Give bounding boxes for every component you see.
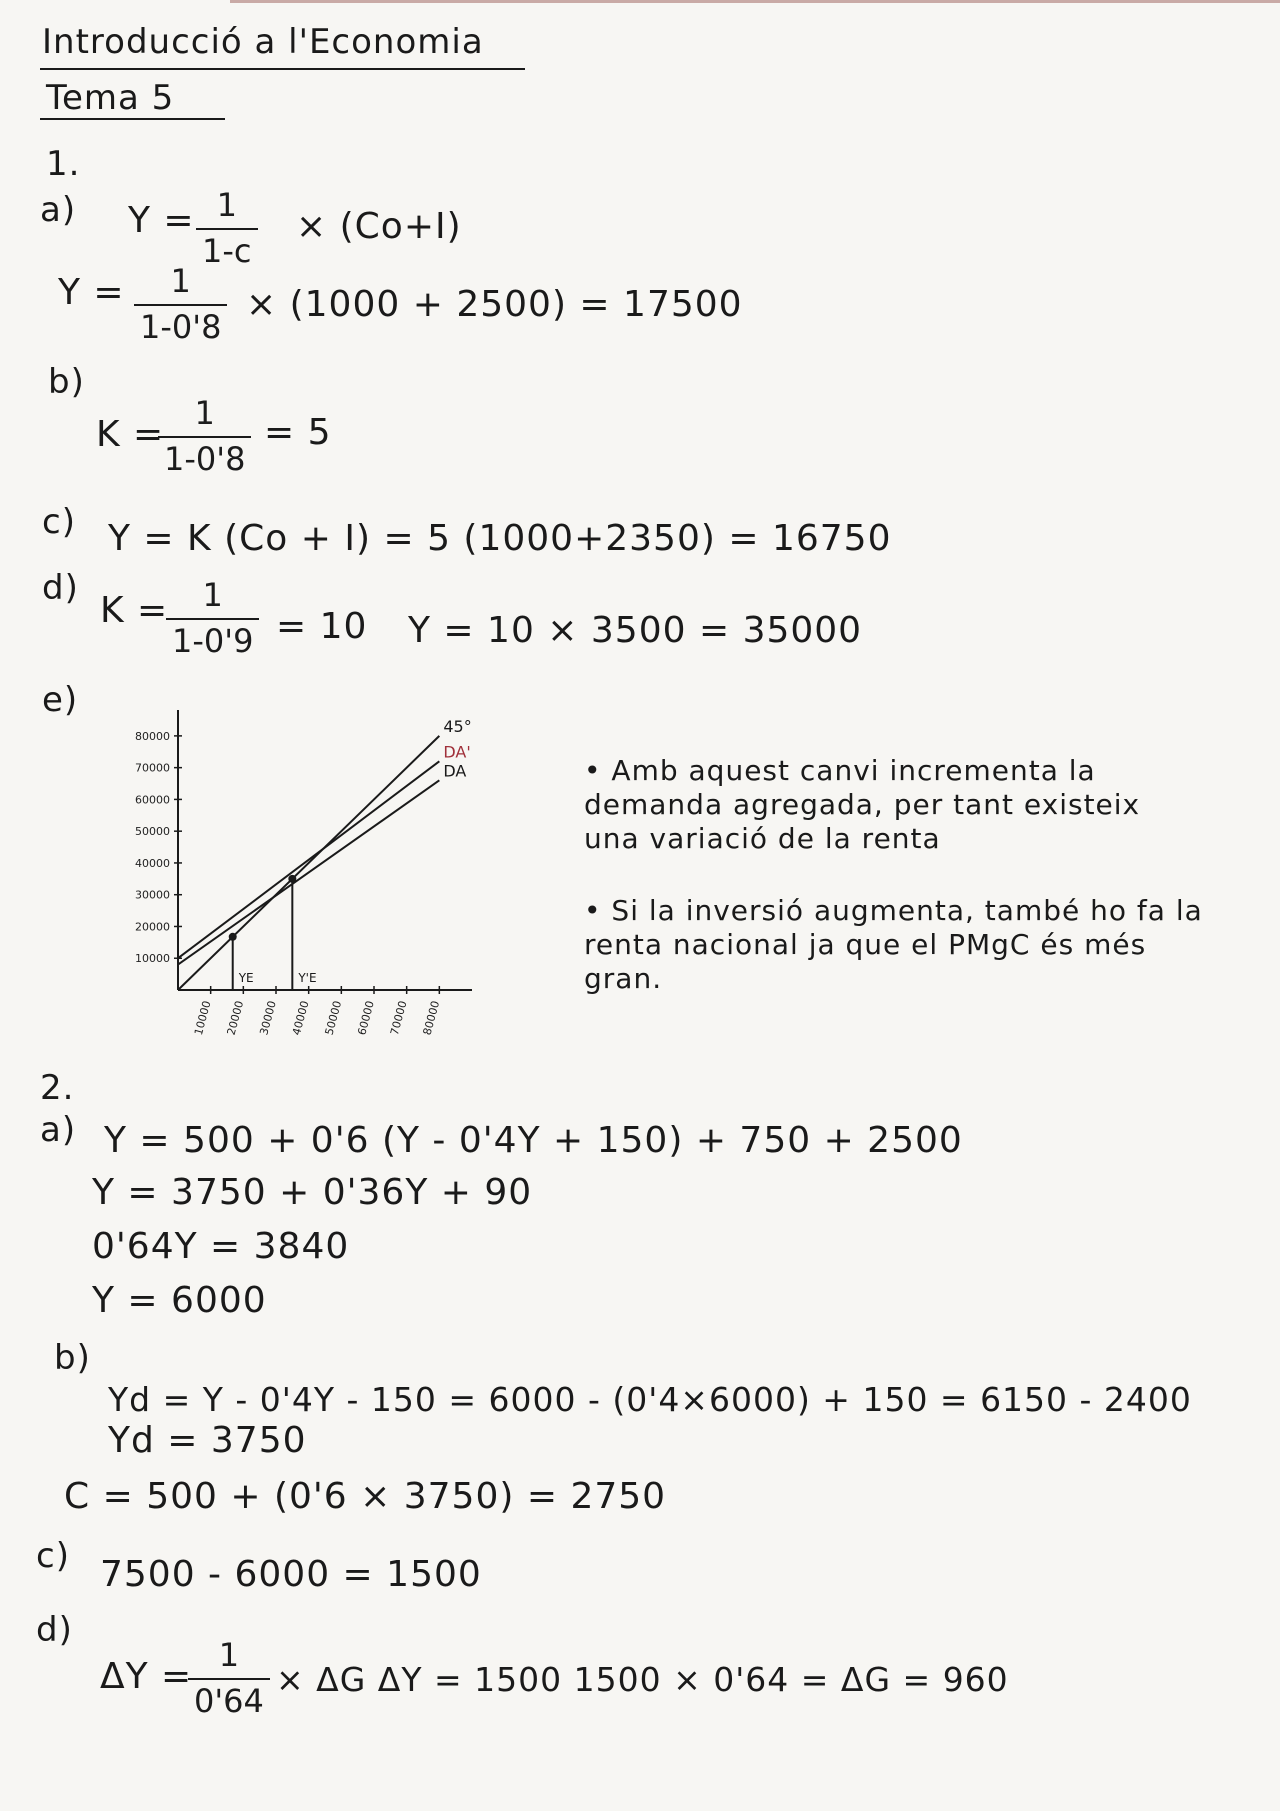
ex1-b-lhs: K = [96,414,165,455]
fraction-numerator: 1 [216,186,237,224]
ex2-number: 2. [40,1068,75,1108]
ex1-c-label: c) [42,502,76,542]
ex2-a-line4: Y = 6000 [92,1280,267,1321]
equilibrium-label: YE [238,971,254,985]
ex1-number: 1. [46,144,81,184]
title-underline [40,68,525,70]
equilibrium-label: Y'E [298,971,317,985]
fraction-numerator: 1 [170,262,191,300]
x-tick-label: 60000 [355,999,377,1037]
ex2-a-line1: Y = 500 + 0'6 (Y - 0'4Y + 150) + 750 + 2500 [104,1120,963,1161]
ex2-b-label: b) [54,1338,91,1378]
bullet-dot: • [584,754,612,787]
note-bullet-2 [584,894,1204,996]
series-line [178,780,439,964]
fraction-denominator: 0'64 [188,1678,270,1720]
x-tick-label: 70000 [387,999,410,1037]
ex2-b-line1: Yd = Y - 0'4Y - 150 = 6000 - (0'4×6000) + 150 = 6150 - 2400 [108,1380,1192,1419]
fraction-denominator: 1-0'9 [166,618,259,660]
fraction-denominator: 1-0'8 [134,304,227,346]
series-label: 45° [443,716,472,736]
ex1-a-line2-lhs: Y = [58,272,125,313]
bullet-dot: • [584,894,612,927]
ex1-d-label: d) [42,568,79,608]
y-tick-label: 10000 [135,952,170,966]
x-tick-label: 80000 [420,999,443,1037]
x-tick-label: 10000 [191,999,214,1037]
ex2-a-line3: 0'64Y = 3840 [92,1226,350,1267]
page-title: Introducció a l'Economia [42,22,484,62]
ex2-b-line2: Yd = 3750 [108,1420,307,1461]
ex2-c-line1: 7500 - 6000 = 1500 [100,1554,482,1595]
x-tick-label: 50000 [322,999,345,1037]
ex1-d-equation2: Y = 10 × 3500 = 35000 [408,610,863,651]
page-subtitle: Tema 5 [46,78,175,118]
fraction-numerator: 1 [202,576,223,614]
ex1-d-rhs: = 10 [276,606,368,647]
y-tick-label: 50000 [135,825,170,839]
fraction-denominator: 1-c [196,228,258,270]
ex2-a-label: a) [40,1110,77,1150]
equilibrium-point [229,933,237,941]
x-tick-label: 30000 [257,999,279,1037]
ex2-a-line2: Y = 3750 + 0'36Y + 90 [92,1172,533,1213]
ex2-d-fraction [188,1636,270,1720]
ex1-d-fraction [166,576,259,660]
fraction-numerator: 1 [194,394,215,432]
fraction-denominator: 1-0'8 [158,436,251,478]
ex1-a-label: a) [40,190,77,230]
subtitle-underline [40,118,225,120]
ex1-b-label: b) [48,362,85,402]
ex1-a-line2-fraction [134,262,227,346]
ex1-a-line1-lhs: Y = [128,200,195,241]
note-bullet-1 [584,754,1184,856]
ex1-e-label: e) [42,680,79,720]
series-line [178,761,439,958]
ex2-d-label: d) [36,1610,73,1650]
fraction-numerator: 1 [218,1636,240,1674]
note-bullet-2-text: Si la inversió augmenta, també ho fa la renta nacional ja que el PMgC és més gran. [584,894,1203,995]
series-line [178,736,439,990]
x-tick-label: 20000 [224,999,247,1037]
ex2-d-rhs: × ΔG ΔY = 1500 1500 × 0'64 = ΔG = 960 [276,1660,1009,1699]
y-tick-label: 20000 [135,920,170,934]
y-tick-label: 80000 [135,729,170,743]
ex2-b-line3: C = 500 + (0'6 × 3750) = 2750 [64,1476,667,1517]
x-tick-label: 40000 [289,999,312,1037]
ex2-c-label: c) [36,1536,70,1576]
series-label: DA [443,761,467,781]
y-tick-label: 70000 [135,761,170,775]
ex1-b-rhs: = 5 [264,412,332,453]
equilibrium-point [288,875,296,883]
ex1-b-fraction [158,394,251,478]
top-edge-line [230,0,1280,3]
y-tick-label: 30000 [135,888,170,902]
ex1-d-lhs: K = [100,590,169,631]
ex1-a-line1-fraction [196,186,258,270]
ex1-c-equation: Y = K (Co + I) = 5 (1000+2350) = 16750 [108,518,892,559]
series-label: DA' [443,742,471,762]
ex1-a-line2-rhs: × (1000 + 2500) = 17500 [246,284,743,325]
y-tick-label: 60000 [135,793,170,807]
note-bullet-1-text: Amb aquest canvi incrementa la demanda agregada, per tant existeix una variació de la renta [584,754,1141,855]
keynesian-cross-chart [100,700,500,1050]
y-tick-label: 40000 [135,856,170,870]
ex1-a-line1-rhs: × (Co+I) [296,206,462,247]
ex2-d-lhs: ΔY = [100,1656,193,1697]
